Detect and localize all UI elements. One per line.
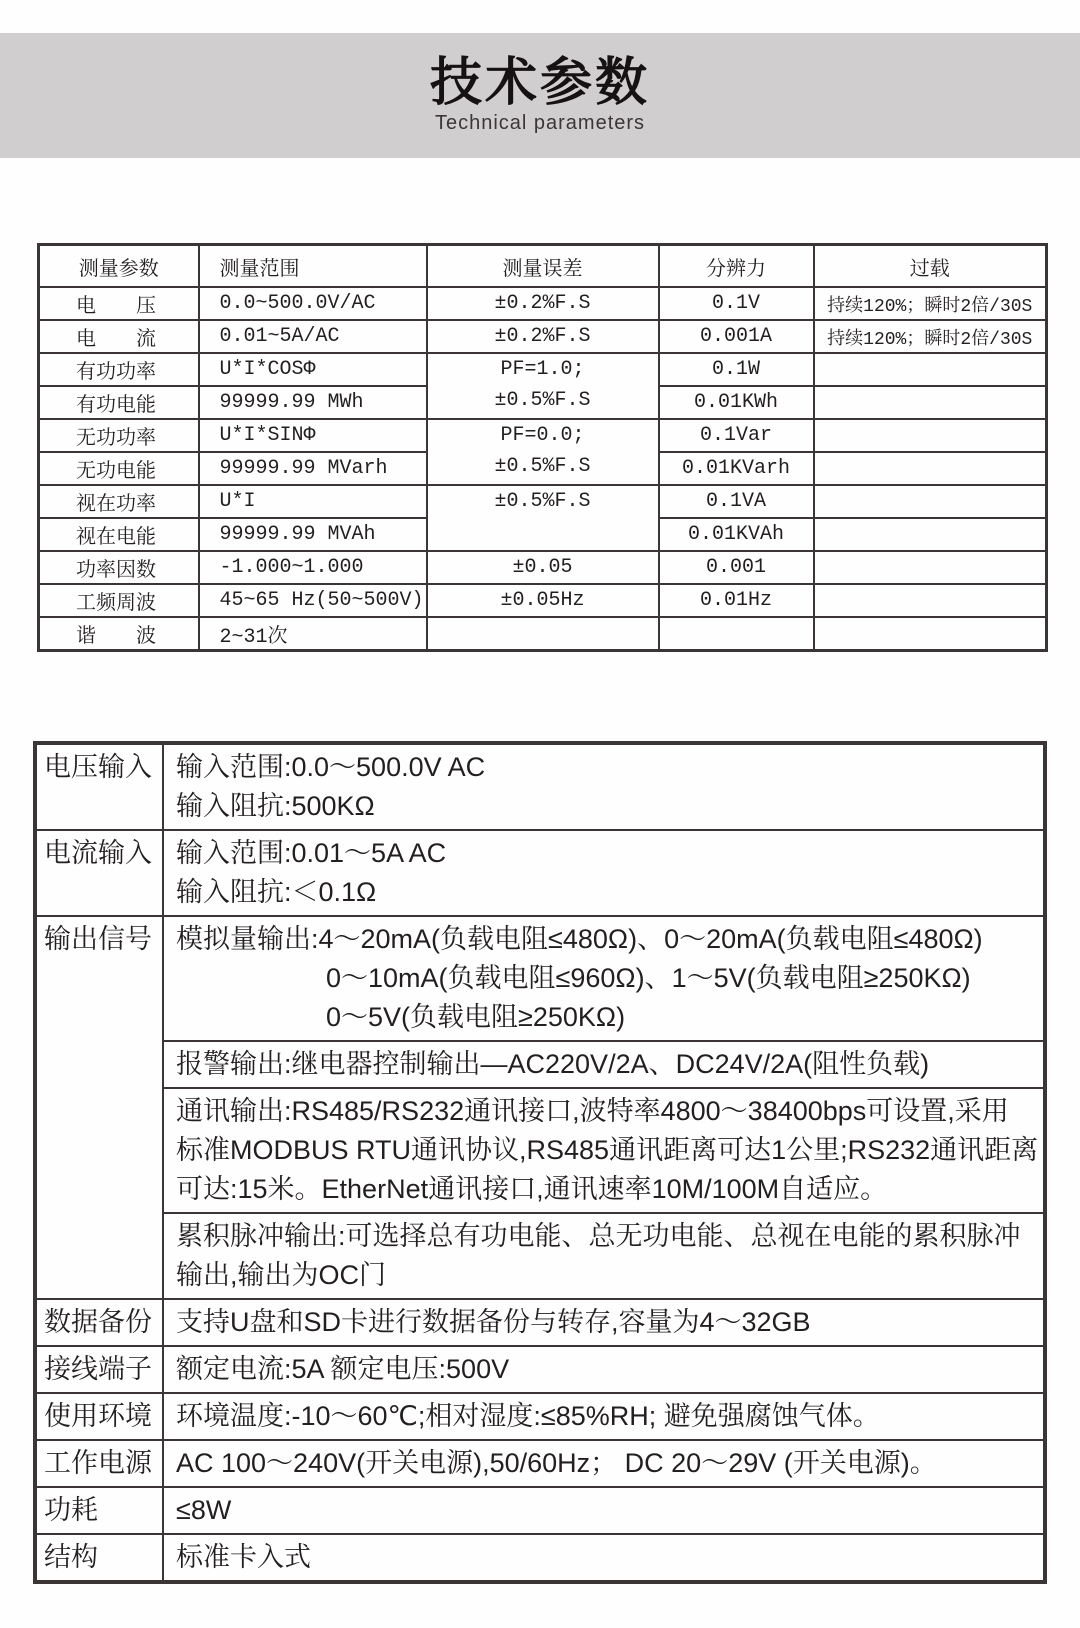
detail-row-output-alarm [35, 1041, 1045, 1088]
resolution-cell: 0.01KVarh [659, 452, 814, 485]
resolution-cell: 0.01Hz [659, 584, 814, 617]
detail-table [33, 741, 1047, 1584]
range-cell: 45~65 Hz(50~500V) [199, 584, 427, 617]
error-cell: ±0.2%F.S [427, 320, 659, 353]
row-label: 输出信号 [35, 916, 163, 1299]
overload-cell [814, 518, 1047, 551]
error-cell-merged [427, 353, 659, 419]
overload-cell: 持续120%；瞬时2倍/30S [814, 320, 1047, 353]
row-label: 使用环境 [35, 1393, 163, 1440]
resolution-cell: 0.01KWh [659, 386, 814, 419]
resolution-cell: 0.1VA [659, 485, 814, 518]
spec-row-voltage [39, 287, 1047, 320]
overload-cell [814, 485, 1047, 518]
content-line: 输入阻抗:500KΩ [176, 791, 375, 821]
page [0, 33, 1080, 1584]
row-content [163, 1534, 1045, 1582]
detail-row-environment [35, 1393, 1045, 1440]
resolution-cell: 0.01KVAh [659, 518, 814, 551]
row-content [163, 1299, 1045, 1346]
resolution-cell: 0.001A [659, 320, 814, 353]
error-cell: ±0.05Hz [427, 584, 659, 617]
row-label: 功耗 [35, 1487, 163, 1534]
row-content [163, 1487, 1045, 1534]
content-line: 报警输出:继电器控制输出—AC220V/2A、DC24V/2A(阻性负载) [176, 1049, 930, 1079]
param-cell: 无功电能 [39, 452, 199, 485]
spec-row-active-power [39, 353, 1047, 386]
header-param: 测量参数 [39, 245, 199, 288]
header-resolution: 分辨力 [659, 245, 814, 288]
error-line: PF=1.0; [500, 358, 585, 381]
row-content [163, 1041, 1045, 1088]
detail-row-current-input [35, 830, 1045, 916]
header-error: 测量误差 [427, 245, 659, 288]
error-line: ±0.5%F.S [494, 389, 591, 412]
overload-cell [814, 419, 1047, 452]
row-content [163, 1440, 1045, 1487]
content-line: 输入阻抗:＜0.1Ω [176, 877, 377, 907]
param-cell: 视在功率 [39, 485, 199, 518]
error-cell [427, 617, 659, 651]
spec-row-harmonics [39, 617, 1047, 651]
error-cell-merged [427, 485, 659, 551]
content-line: 0～5V(负载电阻≥250KΩ) [326, 1002, 626, 1032]
range-cell: -1.000~1.000 [199, 551, 427, 584]
content-line: 输入范围:0.0～500.0V AC [176, 752, 486, 782]
detail-row-structure [35, 1534, 1045, 1582]
error-line: ±0.5%F.S [494, 490, 591, 513]
detail-row-power-consumption [35, 1487, 1045, 1534]
row-label: 工作电源 [35, 1440, 163, 1487]
content-line: 输入范围:0.01～5A AC [176, 838, 447, 868]
row-label: 数据备份 [35, 1299, 163, 1346]
title-band [0, 33, 1080, 158]
content-line: 累积脉冲输出:可选择总有功电能、总无功电能、总视在电能的累积脉冲 [176, 1221, 1021, 1251]
overload-cell [814, 617, 1047, 651]
resolution-cell: 0.1W [659, 353, 814, 386]
param-cell: 有功功率 [39, 353, 199, 386]
error-line: PF=0.0; [500, 424, 585, 447]
range-cell: U*I*COSΦ [199, 353, 427, 386]
param-cell: 功率因数 [39, 551, 199, 584]
error-cell: ±0.2%F.S [427, 287, 659, 320]
detail-row-voltage-input [35, 743, 1045, 830]
detail-row-data-backup [35, 1299, 1045, 1346]
error-cell-merged [427, 419, 659, 485]
content-line: 支持U盘和SD卡进行数据备份与转存,容量为4～32GB [176, 1307, 811, 1337]
resolution-cell: 0.1Var [659, 419, 814, 452]
content-line: 通讯输出:RS485/RS232通讯接口,波特率4800～38400bps可设置,采用 [176, 1096, 1009, 1126]
content-line: 额定电流:5A 额定电压:500V [176, 1354, 510, 1384]
content-line: 环境温度:-10～60℃;相对湿度:≤85%RH; 避免强腐蚀气体。 [176, 1401, 880, 1431]
header-range: 测量范围 [199, 245, 427, 288]
param-cell: 有功电能 [39, 386, 199, 419]
spec-header-row [39, 245, 1047, 288]
detail-row-terminals [35, 1346, 1045, 1393]
error-cell: ±0.05 [427, 551, 659, 584]
param-cell: 无功功率 [39, 419, 199, 452]
range-cell: 99999.99 MVAh [199, 518, 427, 551]
overload-cell [814, 452, 1047, 485]
range-cell: 0.01~5A/AC [199, 320, 427, 353]
range-cell: 99999.99 MWh [199, 386, 427, 419]
content-line: ≤8W [176, 1495, 232, 1525]
spec-row-frequency [39, 584, 1047, 617]
content-line: 标准卡入式 [176, 1542, 311, 1572]
range-cell: 99999.99 MVarh [199, 452, 427, 485]
range-cell: 2~31次 [199, 617, 427, 651]
content-line: 0～10mA(负载电阻≤960Ω)、1～5V(负载电阻≥250KΩ) [326, 963, 971, 993]
range-cell: U*I [199, 485, 427, 518]
overload-cell: 持续120%；瞬时2倍/30S [814, 287, 1047, 320]
param-cell: 电 流 [39, 320, 199, 353]
overload-cell [814, 386, 1047, 419]
row-content [163, 1088, 1045, 1213]
content-line: 输出,输出为OC门 [176, 1260, 387, 1290]
overload-cell [814, 353, 1047, 386]
spec-row-current [39, 320, 1047, 353]
spec-row-reactive-power [39, 419, 1047, 452]
overload-cell [814, 551, 1047, 584]
row-label: 电流输入 [35, 830, 163, 916]
range-cell: U*I*SINΦ [199, 419, 427, 452]
content-line: 可达:15米。EtherNet通讯接口,通讯速率10M/100M自适应。 [176, 1174, 888, 1204]
row-label: 接线端子 [35, 1346, 163, 1393]
resolution-cell: 0.1V [659, 287, 814, 320]
row-content [163, 1346, 1045, 1393]
param-cell: 视在电能 [39, 518, 199, 551]
overload-cell [814, 584, 1047, 617]
detail-row-power-supply [35, 1440, 1045, 1487]
param-cell: 工频周波 [39, 584, 199, 617]
resolution-cell: 0.001 [659, 551, 814, 584]
param-cell: 电 压 [39, 287, 199, 320]
row-content [163, 1213, 1045, 1299]
spec-row-power-factor [39, 551, 1047, 584]
row-content [163, 830, 1045, 916]
detail-row-output-analog [35, 916, 1045, 1041]
page-title: 技术参数 [429, 53, 650, 112]
row-content [163, 916, 1045, 1041]
header-overload: 过载 [814, 245, 1047, 288]
spec-table [37, 243, 1048, 652]
detail-row-output-comm [35, 1088, 1045, 1213]
range-cell: 0.0~500.0V/AC [199, 287, 427, 320]
content-line: AC 100～240V(开关电源),50/60Hz； DC 20～29V (开关电源)。 [176, 1448, 937, 1478]
row-content [163, 1393, 1045, 1440]
param-cell: 谐 波 [39, 617, 199, 651]
content-line: 模拟量输出:4～20mA(负载电阻≤480Ω)、0～20mA(负载电阻≤480Ω) [176, 924, 983, 954]
row-label: 结构 [35, 1534, 163, 1582]
row-content [163, 743, 1045, 830]
detail-row-output-pulse [35, 1213, 1045, 1299]
spec-row-apparent-power [39, 485, 1047, 518]
resolution-cell [659, 617, 814, 651]
content-line: 标准MODBUS RTU通讯协议,RS485通讯距离可达1公里;RS232通讯距离 [176, 1135, 1039, 1165]
row-label: 电压输入 [35, 743, 163, 830]
error-line: ±0.5%F.S [494, 455, 591, 478]
page-subtitle: Technical parameters [434, 112, 646, 135]
